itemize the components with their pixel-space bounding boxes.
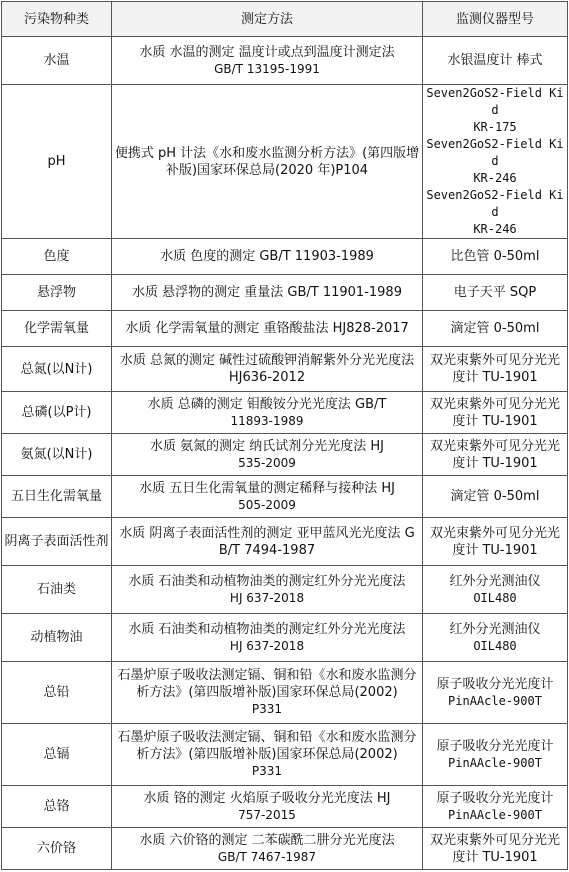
instrument-line: 度计 TU-1901 — [452, 370, 538, 385]
instrument-line: KR-246 — [473, 171, 517, 185]
pollutant-cell: 阴离子表面活性剂 — [2, 518, 112, 566]
pollutant-cell: 悬浮物 — [2, 275, 112, 311]
method-standard-code: 757-2015 — [238, 807, 296, 822]
table-row — [2, 662, 568, 724]
instrument-line: 度计 TU-1901 — [452, 542, 538, 558]
method-cell — [112, 392, 423, 434]
method-text: 石墨炉原子吸收法测定镉、铜和铅《水和废水监测分析方法》(第四版增补版)国家环保总局(2002) — [117, 730, 417, 762]
pollutant-cell: 总铅 — [2, 662, 112, 724]
method-standard-code: HJ 637-2018 — [229, 638, 305, 653]
instrument-line: 电子天平 SQP — [453, 285, 537, 300]
pollutant-cell: 氨氮(以N计) — [2, 434, 112, 476]
pollutant-cell: 五日生化需氧量 — [2, 476, 112, 518]
table-row — [2, 85, 568, 239]
instrument-cell — [423, 566, 568, 614]
header-instrument: 监测仪器型号 — [423, 2, 568, 37]
instrument-cell — [423, 786, 568, 828]
table-row — [2, 566, 568, 614]
pollutant-cell: 色度 — [2, 239, 112, 275]
method-cell — [112, 786, 423, 828]
pollutant-cell: 总氮(以N计) — [2, 347, 112, 392]
method-text: 水质 石油类和动植物油类的测定红外分光光度法 — [128, 621, 406, 637]
method-text: 水质 石油类和动植物油类的测定红外分光光度法 — [128, 573, 406, 589]
pollutant-cell: 总镉 — [2, 724, 112, 786]
pollutant-cell: 石油类 — [2, 566, 112, 614]
instrument-line: 原子吸收分光光度计 — [436, 676, 554, 692]
method-cell — [112, 476, 423, 518]
method-standard-code: P331 — [251, 764, 283, 778]
instrument-line: PinAAcle-900T — [448, 755, 542, 770]
method-cell — [112, 311, 423, 347]
instrument-cell — [423, 476, 568, 518]
instrument-cell — [423, 239, 568, 275]
table-row — [2, 392, 568, 434]
instrument-line: 度计 TU-1901 — [452, 455, 538, 471]
instrument-cell — [423, 347, 568, 392]
instrument-line: OIL480 — [473, 638, 517, 653]
instrument-cell — [423, 518, 568, 566]
table-row — [2, 37, 568, 85]
instrument-line: Seven2GoS2-Field Kid — [426, 188, 564, 219]
table-row — [2, 311, 568, 347]
instrument-line: Seven2GoS2-Field Kid — [426, 86, 564, 117]
method-standard-code: 535-2009 — [238, 455, 296, 470]
instrument-cell — [423, 662, 568, 724]
instrument-line: 原子吸收分光光度计 — [436, 790, 554, 806]
method-text: 水质 六价铬的测定 二苯碳酰二肼分光光度法 — [139, 832, 395, 848]
instrument-line: KR-175 — [473, 120, 517, 134]
method-cell — [112, 347, 423, 392]
table-body — [2, 37, 568, 870]
table-row — [2, 518, 568, 566]
method-cell — [112, 37, 423, 85]
method-standard-code: 11893-1989 — [230, 413, 304, 428]
pollutant-cell: pH — [2, 85, 112, 239]
method-cell — [112, 239, 423, 275]
monitoring-methods-table — [1, 1, 568, 870]
instrument-cell — [423, 392, 568, 434]
table-header-row — [2, 2, 568, 37]
method-cell — [112, 518, 423, 566]
method-cell — [112, 662, 423, 724]
table-row — [2, 347, 568, 392]
method-cell — [112, 724, 423, 786]
instrument-line: PinAAcle-900T — [448, 693, 542, 708]
method-cell — [112, 434, 423, 476]
method-standard-code: 505-2009 — [238, 497, 296, 512]
method-text: 水质 色度的测定 GB/T 11903-1989 — [160, 249, 374, 264]
header-pollutant: 污染物种类 — [2, 2, 112, 37]
method-text: 水质 氨氮的测定 纳氏试剂分光光度法 HJ — [149, 438, 384, 454]
pollutant-cell: 六价铬 — [2, 828, 112, 870]
instrument-line: 度计 TU-1901 — [452, 849, 538, 865]
instrument-line: 双光束紫外可见分光光 — [429, 353, 560, 368]
instrument-line: 度计 TU-1901 — [452, 413, 538, 429]
instrument-line: 红外分光测油仪 — [449, 621, 541, 637]
instrument-line: 双光束紫外可见分光光 — [429, 396, 560, 412]
table-row — [2, 724, 568, 786]
instrument-line: Seven2GoS2-Field Kid — [426, 137, 564, 168]
method-text: 石墨炉原子吸收法测定镉、铜和铅《水和废水监测分析方法》(第四版增补版)国家环保总局(2002) — [117, 668, 417, 700]
instrument-cell — [423, 724, 568, 786]
instrument-cell — [423, 275, 568, 311]
instrument-line: 原子吸收分光光度计 — [436, 738, 554, 754]
header-method: 测定方法 — [112, 2, 423, 37]
method-cell — [112, 566, 423, 614]
method-standard-code: GB/T 7467-1987 — [217, 849, 317, 864]
instrument-line: 双光束紫外可见分光光 — [429, 525, 560, 541]
method-text: 水质 总氮的测定 碱性过硫酸钾消解紫外分光光度法 HJ636-2012 — [119, 353, 415, 385]
instrument-line: 水银温度计 棒式 — [447, 53, 543, 68]
method-cell — [112, 828, 423, 870]
table-row — [2, 434, 568, 476]
instrument-cell — [423, 85, 568, 239]
pollutant-cell: 水温 — [2, 37, 112, 85]
pollutant-cell: 总磷(以P计) — [2, 392, 112, 434]
method-text: 水质 五日生化需氧量的测定稀释与接种法 HJ — [139, 480, 395, 496]
method-standard-code: P331 — [251, 702, 283, 716]
table-row — [2, 476, 568, 518]
instrument-line: 滴定管 0-50ml — [450, 489, 540, 504]
method-text: 水质 阴离子表面活性剂的测定 亚甲蓝风光光度法 GB/T 7494-1987 — [119, 525, 415, 558]
method-text: 水质 水温的测定 温度计或点到温度计测定法 — [139, 44, 395, 60]
table-row — [2, 275, 568, 311]
pollutant-cell: 化学需氧量 — [2, 311, 112, 347]
method-standard-code: HJ 637-2018 — [229, 590, 305, 605]
instrument-line: 滴定管 0-50ml — [450, 321, 540, 336]
table-row — [2, 828, 568, 870]
instrument-line: OIL480 — [473, 590, 517, 605]
instrument-line: 双光束紫外可见分光光 — [429, 438, 560, 454]
method-cell — [112, 85, 423, 239]
instrument-cell — [423, 37, 568, 85]
instrument-cell — [423, 614, 568, 662]
table-row — [2, 614, 568, 662]
method-text: 水质 铬的测定 火焰原子吸收分光光度法 HJ — [143, 790, 391, 806]
instrument-line: 红外分光测油仪 — [449, 573, 541, 589]
instrument-cell — [423, 828, 568, 870]
method-standard-code: GB/T 13195-1991 — [214, 61, 320, 76]
method-text: 水质 悬浮物的测定 重量法 GB/T 11901-1989 — [132, 285, 402, 300]
method-cell — [112, 614, 423, 662]
table-row — [2, 786, 568, 828]
instrument-line: KR-246 — [473, 222, 517, 236]
method-cell — [112, 275, 423, 311]
instrument-cell — [423, 434, 568, 476]
pollutant-cell: 总铬 — [2, 786, 112, 828]
table-row — [2, 239, 568, 275]
instrument-line: 双光束紫外可见分光光 — [429, 832, 560, 848]
method-text: 水质 总磷的测定 钼酸铵分光光度法 GB/T — [147, 396, 387, 412]
instrument-cell — [423, 311, 568, 347]
method-text: 水质 化学需氧量的测定 重铬酸盐法 HJ828-2017 — [125, 321, 409, 336]
instrument-line: PinAAcle-900T — [448, 807, 542, 822]
pollutant-cell: 动植物油 — [2, 614, 112, 662]
method-text: 便携式 pH 计法《水和废水监测分析方法》(第四版增补版)国家环保总局(2020 年)P104 — [114, 145, 420, 178]
instrument-line: 比色管 0-50ml — [450, 249, 540, 264]
